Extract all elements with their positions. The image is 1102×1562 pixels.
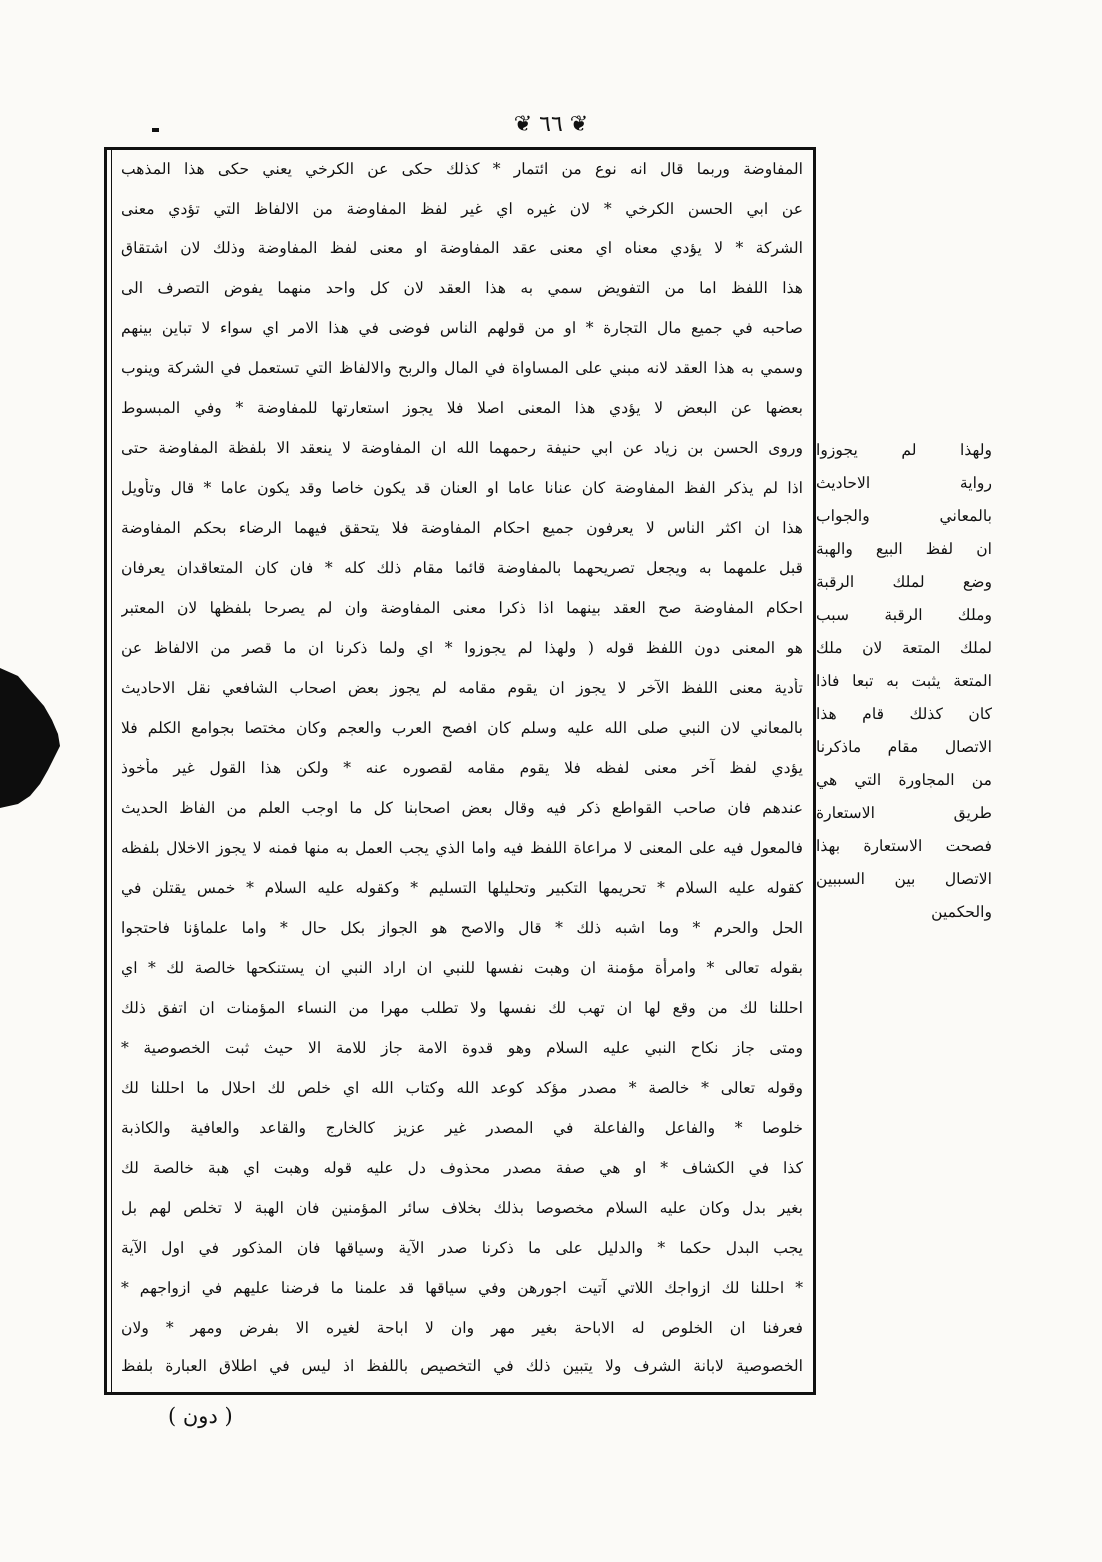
text-line: احكام المفاوضة صح العقد بينهما اذا ذكرا معنى المفاوضة وان لم يصرحا بلفظها لان المعتبر [121, 599, 803, 617]
margin-line: الاتصال بين السببين [816, 870, 992, 888]
margin-line: ولهذا لم يجوزوا [816, 441, 992, 459]
text-line: الشركة * لا يؤدي معناه اي معنى عقد المفاوضة او معنى لفظ المفاوضة وذلك لان اشتقاق [121, 239, 803, 257]
text-line: بالمعاني لان النبي صلى الله عليه وسلم كان افصح العرب والعجم وكان مختصا بجوامع الكلم فلا [121, 719, 803, 737]
margin-line: وملك الرقبة سبب [816, 606, 992, 624]
text-line: الحل والحرم * وما اشبه ذلك * قال والاصح هو الجواز بكل حال * واما علماؤنا فاحتجوا [121, 919, 803, 937]
margin-line: ان لفظ البيع والهبة [816, 540, 992, 558]
text-line: المفاوضة وربما قال انه نوع من ائتمار * كذلك حكى عن الكرخي يعني حكى هذا المذهب [121, 160, 803, 178]
text-line: وقوله تعالى * خالصة * مصدر مؤكد كوعد الله وكتاب الله اي خلص لك احلال ما احللنا لك [121, 1079, 803, 1097]
text-line: كذا في الكشاف * او هي صفة مصدر محذوف دل عليه قوله وهبت اي هبة خالصة لك [121, 1159, 803, 1177]
text-line: قبل علمهما به ويجعل تصريحهما بالمفاوضة قائما مقام ذلك كله * فان كان المتعاقدان يعرفان [121, 559, 803, 577]
text-line: اذا لم يذكر الفظ المفاوضة كان عنانا عاما او العنان قد يكون خاصا وقد يكون عاما * قال وتأويل [121, 479, 803, 497]
text-line: تأدية معنى اللفظ الآخر لا يجوز ان يقوم مقامه لم يجوز بعض اصحاب الشافعي نقل الاحاديث [121, 679, 803, 697]
text-line: يؤدي لفظ آخر معنى لفظه فلا يقوم مقامه لقصوره عنه * ولكن هذا القول غير مأخوذ [121, 759, 803, 777]
text-line: بعضها عن البعض لا يؤدي هذا المعنى اصلا فلا يجوز استعارتها للمفاوضة * وفي المبسوط [121, 399, 803, 417]
text-line: احللنا لك من وقع لها ان تهب لك نفسها ولا تطلب مهرا من النساء المؤمنات ان اتفق ذلك [121, 999, 803, 1017]
text-line: يجب البدل حكما * والدليل على ما ذكرنا صدر الآية وسياقها فان المذكور في اول الآية [121, 1239, 803, 1257]
text-line: هذا ان اكثر الناس لا يعرفون جميع احكام المفاوضة فلا يتحقق فيهما الرضاء بحكم المفاوضة [121, 519, 803, 537]
text-line: هذا اللفظ اما من التفويض سمي به هذا العقد لان كل واحد منهما يفوض التصرف الى [121, 279, 803, 297]
text-line: بقوله تعالى * وامرأة مؤمنة ان وهبت نفسها للنبي ان اراد النبي ان يستنكحها خالصة لك * اي [121, 959, 803, 977]
page-number: ❦ ٦٦ ❦ [513, 112, 589, 137]
margin-line: من المجاورة التي هي [816, 771, 992, 789]
text-line: فعرفنا ان الخلوص له الاباحة بغير مهر وان لا اباحة لغيره الا بفرض ومهر * ولان [121, 1319, 803, 1337]
page-dot [152, 128, 159, 132]
margin-line: المتعة يثبت به تبعا فاذا [816, 672, 992, 690]
margin-line: الاتصال مقام ماذكرنا [816, 738, 992, 756]
text-line: عن ابي الحسن الكرخي * لان غيره اي غير لفظ المفاوضة من الالفاظ التي تؤدي معنى [121, 200, 803, 218]
margin-line: كان كذلك قام هذا [816, 705, 992, 723]
margin-line: طريق الاستعارة [816, 804, 992, 822]
text-line: خلوصا * والفاعل والفاعلة في المصدر غير عزيز كالخارج والقاعد والعافية والكاذبة [121, 1119, 803, 1137]
text-line: فالمعول فيه على المعنى لا مراعاة اللفظ فيه واما الذي يجب العمل به منها فمنه لا يجوز الاخلال بلفظه [121, 839, 803, 857]
text-line: ومتى جاز نكاح النبي عليه السلام وهو قدوة الامة جاز للامة الا حيث ثبت الخصوصية * [121, 1039, 803, 1057]
text-line: عندهم فان صاحب القواطع ذكر فيه وقال بعض اصحابنا كل ما اوجب العلم من الفاظ الحديث [121, 799, 803, 817]
margin-line: فصحت الاستعارة بهذا [816, 837, 992, 855]
text-line: كقوله عليه السلام * تحريمها التكبير وتحليلها التسليم * وكقوله عليه السلام * خمس يقتلن في [121, 879, 803, 897]
text-line: الخصوصية لابانة الشرف ولا يتبين ذلك في التخصيص باللفظ اذ ليس في اطلاق العبارة بلفظ [121, 1357, 803, 1375]
main-text-frame [104, 147, 816, 1395]
text-line: هو المعنى دون اللفظ قوله ( ولهذا لم يجوزوا * اي ولما ذكرنا ان ما قصر من الالفاظ عن [121, 639, 803, 657]
text-line: * احللنا لك ازواجك اللاتي آتيت اجورهن وفي سياقها قد علمنا ما فرضنا عليهم في ازواجهم * [121, 1279, 803, 1297]
margin-line: والحكمين [931, 903, 992, 921]
text-line: وسمي به هذا العقد لانه مبني على المساواة في المال والربح والالفاظ التي تستعمل في الشركة وينوب [121, 359, 803, 377]
text-line: صاحبه في جميع مال التجارة * او من قولهم الناس فوضى في هذا الامر اي سواء لا تباين بينهم [121, 319, 803, 337]
text-line: وروى الحسن بن زياد عن ابي حنيفة رحمهما الله ان المفاوضة لا ينعقد الا بلفظة المفاوضة حتى [121, 439, 803, 457]
ink-blot [0, 668, 62, 808]
margin-line: وضع لملك الرقبة [816, 573, 992, 591]
margin-line: بالمعاني والجواب [816, 507, 992, 525]
margin-line: لملك المتعة لان ملك [816, 639, 992, 657]
catchword: ( دون ) [168, 1404, 233, 1428]
margin-line: رواية الاحاديث [816, 474, 992, 492]
text-line: بغير بدل وكان عليه السلام مخصوصا بذلك بخلاف سائر المؤمنين فان الهبة لا تخلص لهم بل [121, 1199, 803, 1217]
